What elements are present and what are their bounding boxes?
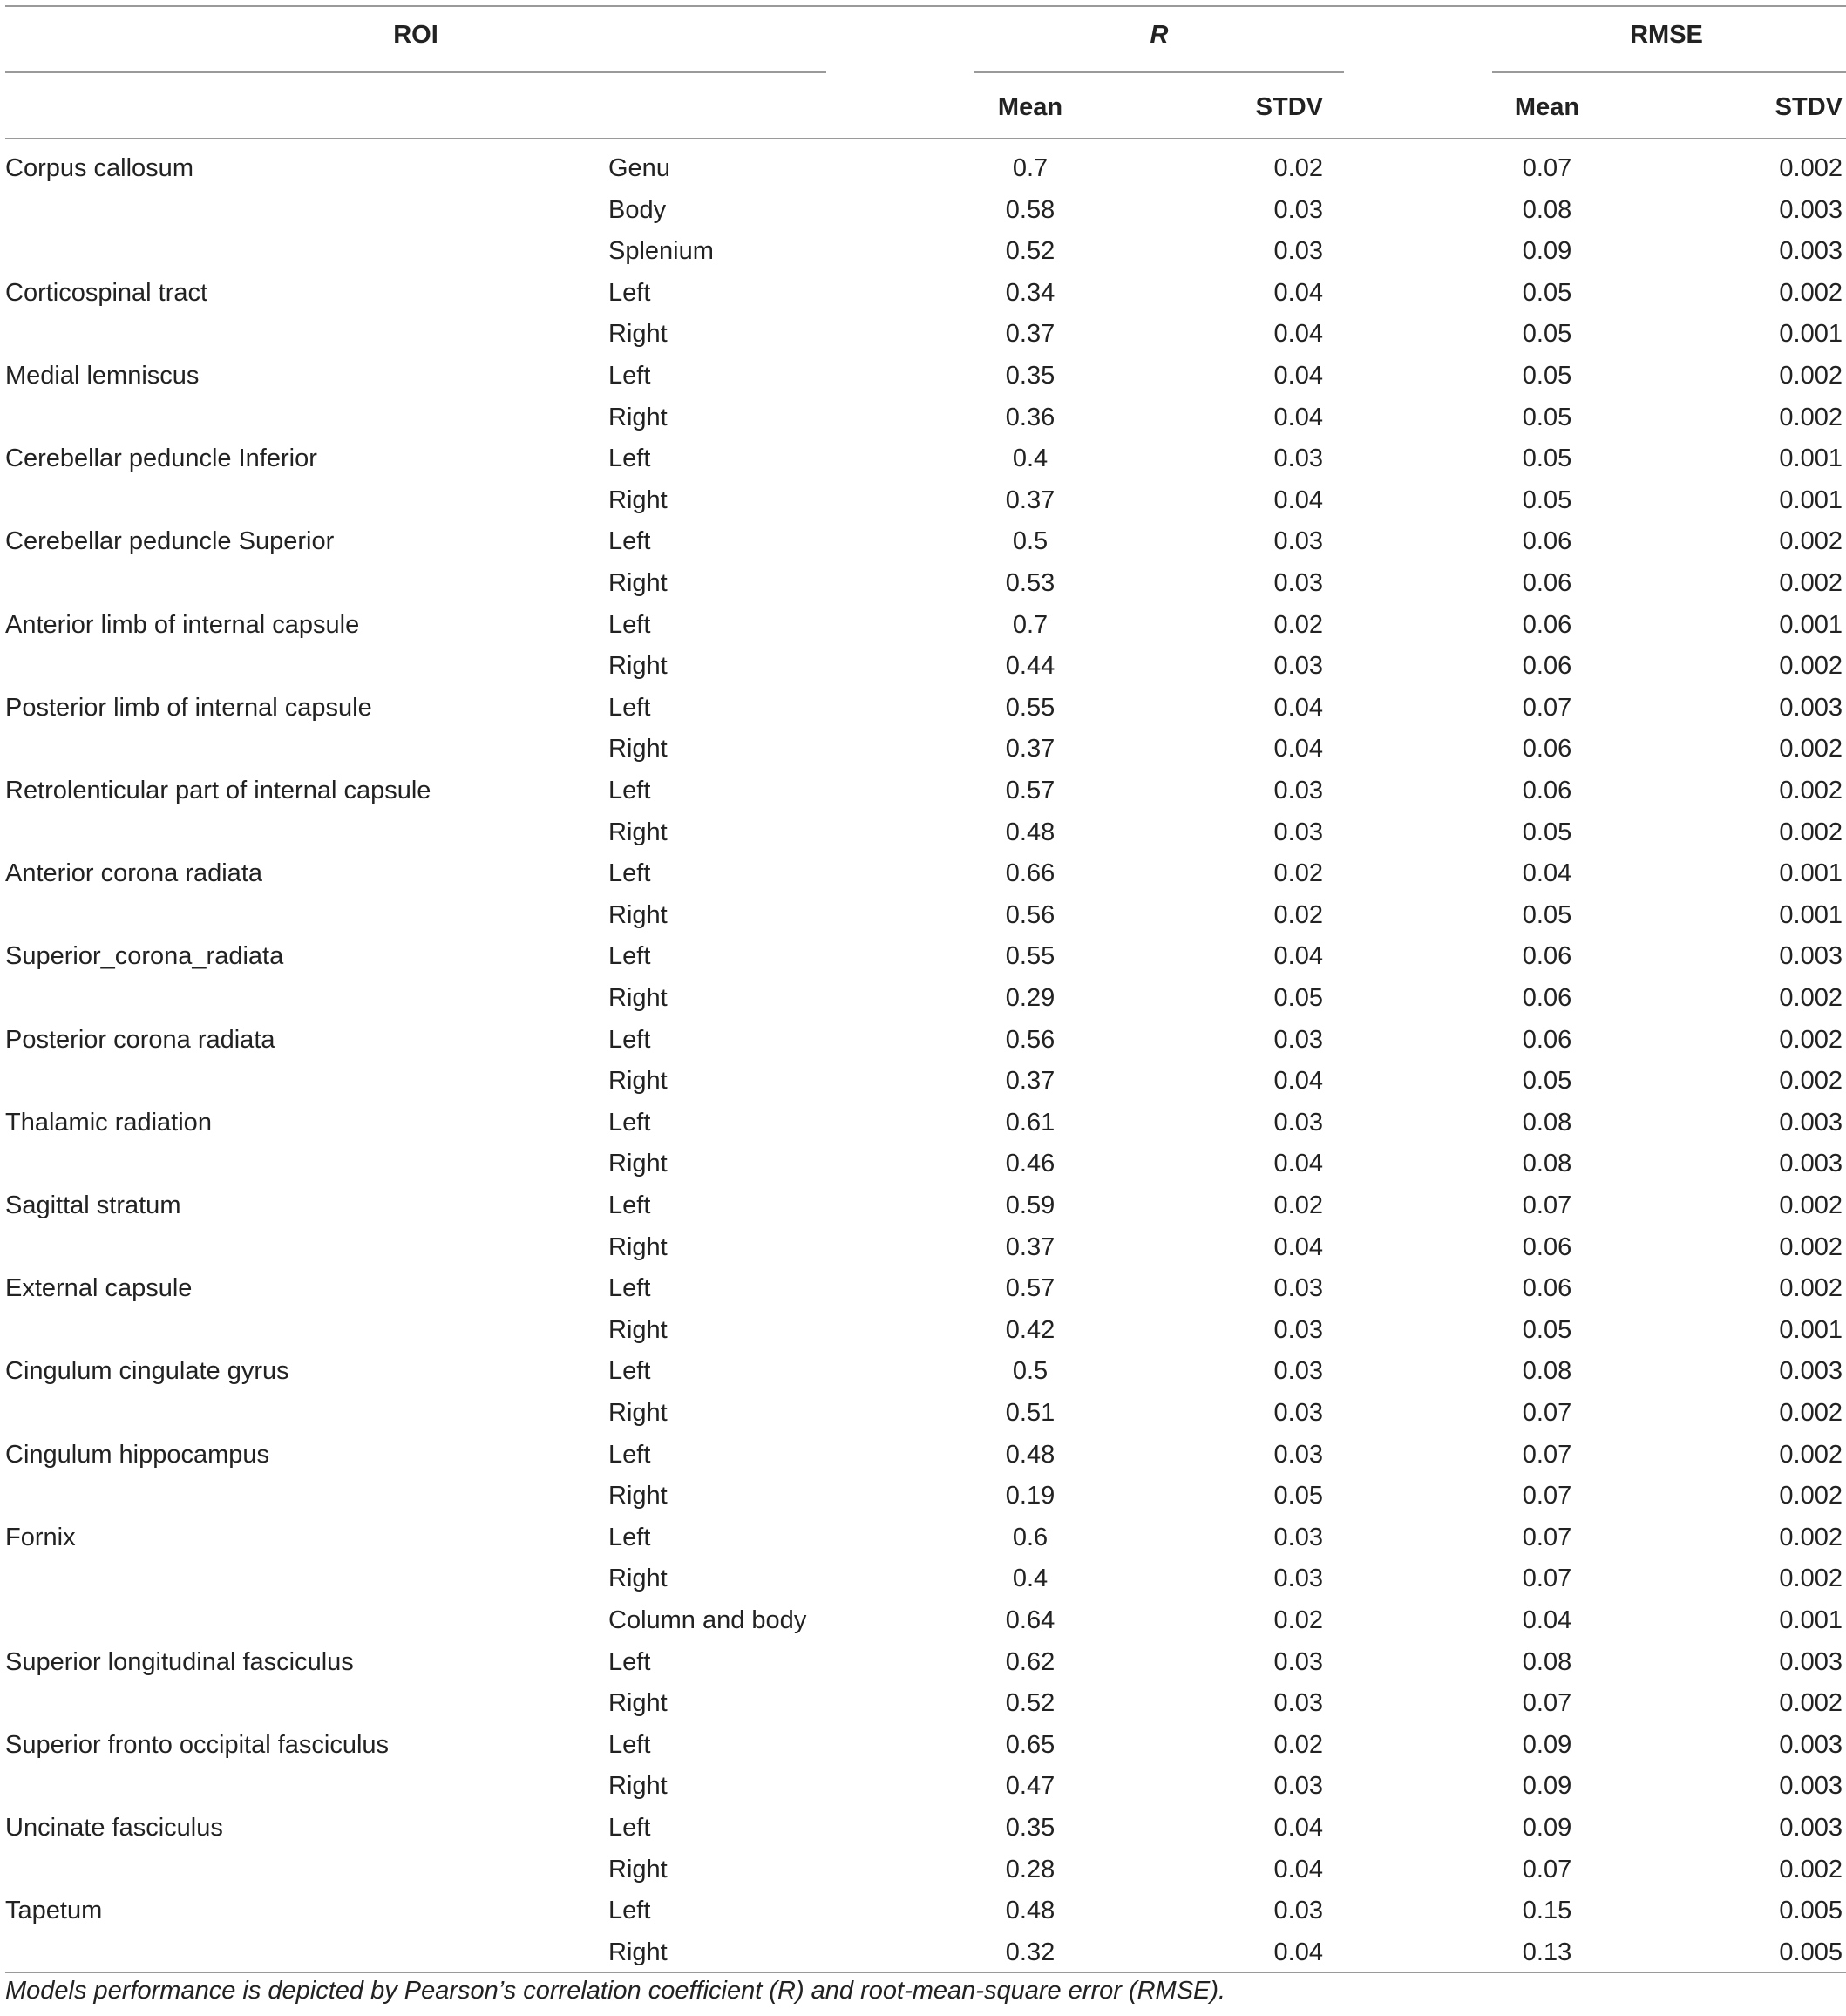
rmse-stdv-cell: 0.002	[1779, 735, 1843, 764]
rmse-stdv-cell: 0.002	[1779, 1399, 1843, 1427]
roi-cell: Tapetum	[5, 1897, 103, 1925]
subregion-cell: Genu	[608, 154, 670, 182]
r-mean-cell: 0.56	[1005, 900, 1055, 929]
r-mean-cell: 0.64	[1005, 1606, 1055, 1634]
subregion-cell: Left	[608, 278, 651, 307]
subregion-cell: Left	[608, 1647, 651, 1676]
rmse-mean-cell: 0.05	[1522, 818, 1572, 846]
r-stdv-cell: 0.02	[1273, 1606, 1323, 1634]
subregion-cell: Left	[608, 1357, 651, 1386]
rmse-mean-cell: 0.05	[1522, 1315, 1572, 1344]
subregion-cell: Left	[608, 1025, 651, 1054]
rmse-stdv-cell: 0.002	[1779, 818, 1843, 846]
rmse-mean-cell: 0.05	[1522, 900, 1572, 929]
rmse-stdv-cell: 0.002	[1779, 1565, 1843, 1593]
rmse-stdv-cell: 0.002	[1779, 1689, 1843, 1718]
r-stdv-cell: 0.04	[1273, 1232, 1323, 1261]
roi-cell: Retrolenticular part of internal capsule	[5, 777, 431, 804]
rmse-mean-cell: 0.07	[1522, 1191, 1572, 1219]
r-stdv-cell: 0.04	[1273, 485, 1323, 514]
rmse-mean-cell: 0.05	[1522, 403, 1572, 431]
rmse-stdv-cell: 0.002	[1779, 278, 1843, 307]
subregion-cell: Left	[608, 610, 651, 639]
rmse-mean-cell: 0.15	[1522, 1897, 1572, 1925]
subregion-cell: Left	[608, 942, 651, 971]
r-mean-cell: 0.5	[1012, 1357, 1049, 1386]
table-caption: Models performance is depicted by Pearson’s correlation coefficient (R) and root-mean-square error (RMSE).	[5, 1977, 1226, 2005]
subregion-cell: Left	[608, 527, 651, 556]
r-mean-cell: 0.51	[1005, 1399, 1055, 1427]
subregion-cell: Right	[608, 1855, 668, 1884]
roi-cell: Fornix	[5, 1523, 76, 1551]
roi-cell: Medial lemniscus	[5, 362, 200, 390]
rmse-stdv-cell: 0.005	[1779, 1938, 1843, 1966]
r-mean-cell: 0.6	[1012, 1523, 1049, 1551]
header-r-mean: Mean	[997, 93, 1063, 121]
r-mean-cell: 0.7	[1012, 154, 1049, 182]
roi-cell: External capsule	[5, 1274, 193, 1303]
r-stdv-cell: 0.04	[1273, 942, 1323, 971]
subregion-cell: Left	[608, 1440, 651, 1469]
rmse-stdv-cell: 0.002	[1779, 527, 1843, 556]
rmse-mean-cell: 0.04	[1522, 1606, 1572, 1634]
rmse-mean-cell: 0.06	[1522, 735, 1572, 764]
r-stdv-cell: 0.03	[1273, 1357, 1323, 1386]
r-stdv-cell: 0.02	[1273, 154, 1323, 182]
roi-cell: Cerebellar peduncle Superior	[5, 527, 335, 556]
r-mean-cell: 0.57	[1005, 777, 1055, 804]
subregion-cell: Left	[608, 1897, 651, 1925]
subregion-cell: Right	[608, 900, 668, 929]
r-mean-cell: 0.48	[1005, 1440, 1055, 1469]
r-mean-cell: 0.37	[1005, 320, 1055, 349]
rmse-mean-cell: 0.04	[1522, 859, 1572, 888]
rmse-mean-cell: 0.08	[1522, 195, 1572, 224]
roi-cell: Posterior corona radiata	[5, 1025, 275, 1054]
r-stdv-cell: 0.02	[1273, 610, 1323, 639]
r-mean-cell: 0.34	[1005, 278, 1055, 307]
r-mean-cell: 0.62	[1005, 1647, 1055, 1676]
header-r: R	[1150, 21, 1169, 49]
r-stdv-cell: 0.03	[1273, 527, 1323, 556]
r-mean-cell: 0.28	[1005, 1855, 1055, 1884]
subregion-cell: Right	[608, 1067, 668, 1096]
rmse-mean-cell: 0.05	[1522, 362, 1572, 390]
r-stdv-cell: 0.03	[1273, 569, 1323, 597]
rmse-stdv-cell: 0.003	[1779, 1647, 1843, 1676]
r-mean-cell: 0.5	[1012, 527, 1049, 556]
roi-underline	[5, 71, 826, 73]
roi-cell: Superior longitudinal fasciculus	[5, 1647, 354, 1676]
subregion-cell: Splenium	[608, 237, 714, 266]
rmse-stdv-cell: 0.002	[1779, 1025, 1843, 1054]
r-mean-cell: 0.47	[1005, 1772, 1055, 1801]
roi-cell: Anterior limb of internal capsule	[5, 610, 360, 639]
rmse-stdv-cell: 0.003	[1779, 1814, 1843, 1842]
r-stdv-cell: 0.04	[1273, 403, 1323, 431]
rmse-mean-cell: 0.06	[1522, 610, 1572, 639]
r-stdv-cell: 0.03	[1273, 1689, 1323, 1718]
r-underline	[974, 71, 1344, 73]
r-stdv-cell: 0.03	[1273, 237, 1323, 266]
roi-cell: Cingulum cingulate gyrus	[5, 1357, 289, 1386]
roi-cell: Corticospinal tract	[5, 278, 208, 307]
r-mean-cell: 0.44	[1005, 652, 1055, 681]
rmse-underline	[1492, 71, 1846, 73]
r-mean-cell: 0.4	[1012, 1565, 1049, 1593]
rmse-mean-cell: 0.09	[1522, 237, 1572, 266]
r-mean-cell: 0.58	[1005, 195, 1055, 224]
subregion-cell: Column and body	[608, 1606, 807, 1634]
r-stdv-cell: 0.02	[1273, 859, 1323, 888]
rmse-mean-cell: 0.06	[1522, 1232, 1572, 1261]
r-stdv-cell: 0.03	[1273, 195, 1323, 224]
r-mean-cell: 0.4	[1012, 445, 1049, 473]
rmse-mean-cell: 0.05	[1522, 320, 1572, 349]
rmse-mean-cell: 0.07	[1522, 1689, 1572, 1718]
r-stdv-cell: 0.03	[1273, 818, 1323, 846]
r-stdv-cell: 0.02	[1273, 1730, 1323, 1759]
r-stdv-cell: 0.02	[1273, 900, 1323, 929]
subregion-cell: Left	[608, 1523, 651, 1551]
r-stdv-cell: 0.03	[1273, 777, 1323, 804]
r-stdv-cell: 0.03	[1273, 1274, 1323, 1303]
rmse-mean-cell: 0.08	[1522, 1647, 1572, 1676]
r-mean-cell: 0.35	[1005, 1814, 1055, 1842]
rmse-mean-cell: 0.08	[1522, 1357, 1572, 1386]
subregion-cell: Left	[608, 693, 651, 722]
roi-cell: Sagittal stratum	[5, 1191, 181, 1219]
r-mean-cell: 0.7	[1012, 610, 1049, 639]
r-mean-cell: 0.35	[1005, 362, 1055, 390]
rmse-mean-cell: 0.07	[1522, 154, 1572, 182]
roi-cell: Superior fronto occipital fasciculus	[5, 1730, 390, 1759]
r-mean-cell: 0.29	[1005, 984, 1055, 1012]
r-stdv-cell: 0.04	[1273, 1938, 1323, 1966]
roi-cell: Uncinate fasciculus	[5, 1814, 223, 1842]
header-rmse-stdv: STDV	[1775, 93, 1843, 121]
r-mean-cell: 0.48	[1005, 1897, 1055, 1925]
r-stdv-cell: 0.03	[1273, 445, 1323, 473]
r-mean-cell: 0.55	[1005, 693, 1055, 722]
rmse-stdv-cell: 0.002	[1779, 1067, 1843, 1096]
subregion-cell: Right	[608, 1482, 668, 1510]
r-stdv-cell: 0.03	[1273, 1399, 1323, 1427]
rmse-mean-cell: 0.07	[1522, 1523, 1572, 1551]
r-mean-cell: 0.57	[1005, 1274, 1055, 1303]
rmse-mean-cell: 0.06	[1522, 984, 1572, 1012]
r-mean-cell: 0.52	[1005, 237, 1055, 266]
subregion-cell: Right	[608, 320, 668, 349]
rmse-mean-cell: 0.06	[1522, 527, 1572, 556]
r-mean-cell: 0.37	[1005, 735, 1055, 764]
rmse-mean-cell: 0.06	[1522, 1274, 1572, 1303]
r-mean-cell: 0.59	[1005, 1191, 1055, 1219]
rmse-mean-cell: 0.05	[1522, 1067, 1572, 1096]
r-stdv-cell: 0.03	[1273, 1647, 1323, 1676]
subregion-cell: Left	[608, 445, 651, 473]
rmse-stdv-cell: 0.001	[1779, 445, 1843, 473]
rmse-stdv-cell: 0.002	[1779, 984, 1843, 1012]
rmse-stdv-cell: 0.001	[1779, 485, 1843, 514]
r-stdv-cell: 0.05	[1273, 984, 1323, 1012]
subregion-cell: Right	[608, 485, 668, 514]
subregion-cell: Left	[608, 859, 651, 888]
rmse-stdv-cell: 0.003	[1779, 1772, 1843, 1801]
r-mean-cell: 0.37	[1005, 1232, 1055, 1261]
rmse-stdv-cell: 0.001	[1779, 1315, 1843, 1344]
r-mean-cell: 0.52	[1005, 1689, 1055, 1718]
r-mean-cell: 0.37	[1005, 1067, 1055, 1096]
rmse-stdv-cell: 0.003	[1779, 693, 1843, 722]
subregion-cell: Right	[608, 1565, 668, 1593]
rmse-stdv-cell: 0.002	[1779, 1482, 1843, 1510]
r-stdv-cell: 0.03	[1273, 1523, 1323, 1551]
subregion-cell: Right	[608, 403, 668, 431]
rmse-stdv-cell: 0.002	[1779, 154, 1843, 182]
r-stdv-cell: 0.03	[1273, 1565, 1323, 1593]
rmse-stdv-cell: 0.002	[1779, 1440, 1843, 1469]
header-r-stdv: STDV	[1255, 93, 1323, 121]
rmse-stdv-cell: 0.003	[1779, 195, 1843, 224]
rmse-stdv-cell: 0.002	[1779, 1274, 1843, 1303]
r-stdv-cell: 0.03	[1273, 1772, 1323, 1801]
r-stdv-cell: 0.03	[1273, 1897, 1323, 1925]
rmse-mean-cell: 0.05	[1522, 485, 1572, 514]
r-mean-cell: 0.42	[1005, 1315, 1055, 1344]
rmse-mean-cell: 0.07	[1522, 1855, 1572, 1884]
r-mean-cell: 0.46	[1005, 1150, 1055, 1178]
r-stdv-cell: 0.02	[1273, 1191, 1323, 1219]
roi-cell: Cerebellar peduncle Inferior	[5, 445, 317, 473]
roi-cell: Corpus callosum	[5, 154, 193, 182]
rmse-mean-cell: 0.07	[1522, 1399, 1572, 1427]
subregion-cell: Right	[608, 1315, 668, 1344]
rmse-stdv-cell: 0.001	[1779, 610, 1843, 639]
rmse-mean-cell: 0.06	[1522, 942, 1572, 971]
rmse-stdv-cell: 0.003	[1779, 942, 1843, 971]
r-stdv-cell: 0.03	[1273, 1440, 1323, 1469]
rmse-stdv-cell: 0.002	[1779, 652, 1843, 681]
r-stdv-cell: 0.03	[1273, 1108, 1323, 1137]
subregion-cell: Left	[608, 1730, 651, 1759]
r-stdv-cell: 0.04	[1273, 1150, 1323, 1178]
rmse-mean-cell: 0.07	[1522, 1482, 1572, 1510]
rmse-mean-cell: 0.05	[1522, 278, 1572, 307]
subregion-cell: Left	[608, 1274, 651, 1303]
rmse-stdv-cell: 0.003	[1779, 1108, 1843, 1137]
rmse-mean-cell: 0.07	[1522, 1440, 1572, 1469]
r-stdv-cell: 0.03	[1273, 1315, 1323, 1344]
r-stdv-cell: 0.04	[1273, 1855, 1323, 1884]
subregion-cell: Left	[608, 362, 651, 390]
rmse-mean-cell: 0.09	[1522, 1730, 1572, 1759]
subregion-cell: Right	[608, 984, 668, 1012]
rmse-stdv-cell: 0.003	[1779, 1730, 1843, 1759]
r-stdv-cell: 0.05	[1273, 1482, 1323, 1510]
header-bottom-rule	[5, 138, 1846, 139]
rmse-mean-cell: 0.08	[1522, 1150, 1572, 1178]
header-rmse-mean: Mean	[1514, 93, 1580, 121]
rmse-stdv-cell: 0.002	[1779, 1523, 1843, 1551]
r-mean-cell: 0.56	[1005, 1025, 1055, 1054]
subregion-cell: Right	[608, 1772, 668, 1801]
rmse-mean-cell: 0.13	[1522, 1938, 1572, 1966]
subregion-cell: Left	[608, 1814, 651, 1842]
r-mean-cell: 0.61	[1005, 1108, 1055, 1137]
roi-cell: Posterior limb of internal capsule	[5, 693, 372, 722]
rmse-mean-cell: 0.06	[1522, 569, 1572, 597]
r-stdv-cell: 0.03	[1273, 652, 1323, 681]
rmse-mean-cell: 0.09	[1522, 1772, 1572, 1801]
rmse-mean-cell: 0.06	[1522, 777, 1572, 804]
rmse-stdv-cell: 0.001	[1779, 900, 1843, 929]
r-mean-cell: 0.19	[1005, 1482, 1055, 1510]
r-stdv-cell: 0.04	[1273, 735, 1323, 764]
rmse-stdv-cell: 0.002	[1779, 777, 1843, 804]
rmse-stdv-cell: 0.002	[1779, 403, 1843, 431]
rmse-stdv-cell: 0.002	[1779, 1191, 1843, 1219]
header-rmse: RMSE	[1630, 21, 1703, 49]
subregion-cell: Right	[608, 1232, 668, 1261]
rmse-stdv-cell: 0.003	[1779, 1357, 1843, 1386]
rmse-mean-cell: 0.09	[1522, 1814, 1572, 1842]
r-mean-cell: 0.36	[1005, 403, 1055, 431]
subregion-cell: Right	[608, 569, 668, 597]
rmse-stdv-cell: 0.001	[1779, 320, 1843, 349]
r-stdv-cell: 0.04	[1273, 362, 1323, 390]
r-stdv-cell: 0.04	[1273, 1814, 1323, 1842]
subregion-cell: Right	[608, 1150, 668, 1178]
roi-cell: Superior_corona_radiata	[5, 942, 284, 971]
subregion-cell: Right	[608, 652, 668, 681]
r-mean-cell: 0.66	[1005, 859, 1055, 888]
top-rule	[5, 5, 1846, 7]
rmse-stdv-cell: 0.005	[1779, 1897, 1843, 1925]
rmse-mean-cell: 0.08	[1522, 1108, 1572, 1137]
subregion-cell: Body	[608, 195, 667, 224]
subregion-cell: Right	[608, 735, 668, 764]
r-mean-cell: 0.37	[1005, 485, 1055, 514]
rmse-stdv-cell: 0.001	[1779, 859, 1843, 888]
rmse-mean-cell: 0.06	[1522, 652, 1572, 681]
rmse-stdv-cell: 0.002	[1779, 569, 1843, 597]
r-stdv-cell: 0.04	[1273, 1067, 1323, 1096]
rmse-mean-cell: 0.07	[1522, 693, 1572, 722]
rmse-stdv-cell: 0.002	[1779, 1232, 1843, 1261]
r-stdv-cell: 0.03	[1273, 1025, 1323, 1054]
r-mean-cell: 0.65	[1005, 1730, 1055, 1759]
subregion-cell: Right	[608, 1938, 668, 1966]
rmse-stdv-cell: 0.003	[1779, 237, 1843, 266]
subregion-cell: Right	[608, 1689, 668, 1718]
r-stdv-cell: 0.04	[1273, 320, 1323, 349]
roi-cell: Anterior corona radiata	[5, 859, 262, 888]
rmse-mean-cell: 0.06	[1522, 1025, 1572, 1054]
rmse-stdv-cell: 0.001	[1779, 1606, 1843, 1634]
rmse-stdv-cell: 0.003	[1779, 1150, 1843, 1178]
r-mean-cell: 0.32	[1005, 1938, 1055, 1966]
r-mean-cell: 0.53	[1005, 569, 1055, 597]
rmse-mean-cell: 0.07	[1522, 1565, 1572, 1593]
roi-cell: Cingulum hippocampus	[5, 1440, 270, 1469]
r-mean-cell: 0.55	[1005, 942, 1055, 971]
rmse-stdv-cell: 0.002	[1779, 362, 1843, 390]
subregion-cell: Left	[608, 1108, 651, 1137]
rmse-stdv-cell: 0.002	[1779, 1855, 1843, 1884]
roi-cell: Thalamic radiation	[5, 1108, 212, 1137]
subregion-cell: Right	[608, 818, 668, 846]
header-roi: ROI	[393, 21, 438, 49]
r-stdv-cell: 0.04	[1273, 278, 1323, 307]
subregion-cell: Left	[608, 777, 651, 804]
rmse-mean-cell: 0.05	[1522, 445, 1572, 473]
subregion-cell: Left	[608, 1191, 651, 1219]
subregion-cell: Right	[608, 1399, 668, 1427]
r-stdv-cell: 0.04	[1273, 693, 1323, 722]
r-mean-cell: 0.48	[1005, 818, 1055, 846]
